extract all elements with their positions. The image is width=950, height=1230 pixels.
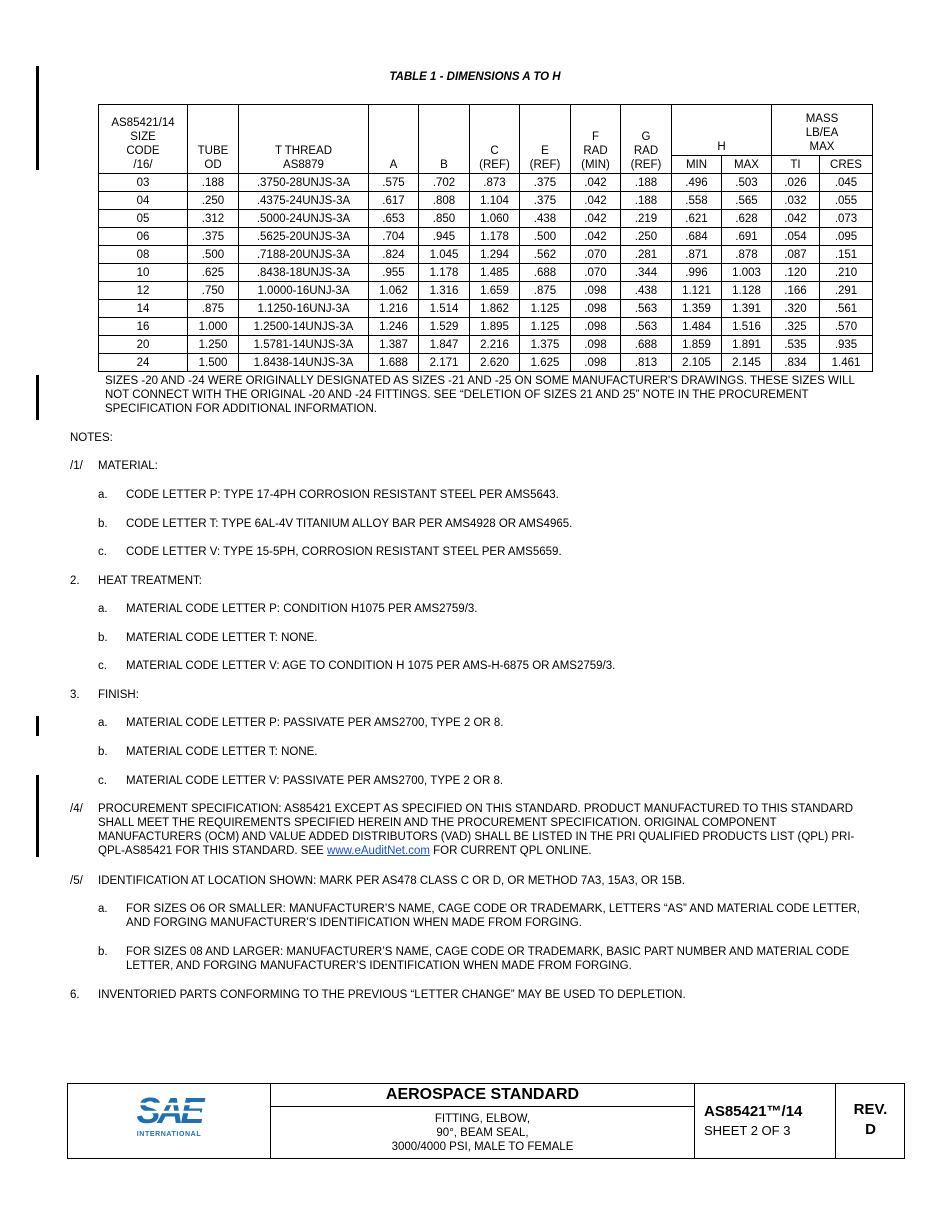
- part-title: FITTING, ELBOW, 90°, BEAM SEAL, 3000/4000 PSI, MALE TO FEMALE: [391, 1113, 574, 1153]
- table-cell: .032: [772, 192, 820, 210]
- table-cell: 1.0000-16UNJ-3A: [239, 282, 369, 300]
- table-cell: .055: [820, 192, 873, 210]
- table-cell: .808: [419, 192, 470, 210]
- eauditnet-link[interactable]: www.eAuditNet.com: [327, 845, 430, 857]
- change-bar: [36, 716, 39, 736]
- table-cell: .438: [621, 282, 672, 300]
- table-cell: 1.461: [820, 354, 873, 372]
- table-cell: 1.125: [520, 300, 571, 318]
- table-cell: 1.359: [672, 300, 722, 318]
- table-cell: 1.128: [722, 282, 772, 300]
- header-g: G RAD (REF): [621, 105, 672, 174]
- table-cell: 1.862: [470, 300, 520, 318]
- table-cell: .575: [369, 174, 419, 192]
- table-cell: .935: [820, 336, 873, 354]
- table-cell: 1.062: [369, 282, 419, 300]
- table-cell: 1.891: [722, 336, 772, 354]
- table-cell: 1.2500-14UNJS-3A: [239, 318, 369, 336]
- table-row: [99, 210, 873, 228]
- table-cell: .188: [621, 192, 672, 210]
- table-cell: .565: [722, 192, 772, 210]
- table-cell: 1.688: [369, 354, 419, 372]
- table-cell: .073: [820, 210, 873, 228]
- header-tube-od: TUBE OD: [188, 105, 239, 174]
- table-cell: .312: [188, 210, 239, 228]
- sae-logo: [68, 1084, 271, 1158]
- table-cell: .824: [369, 246, 419, 264]
- table-cell: .375: [520, 192, 571, 210]
- table-cell: .188: [188, 174, 239, 192]
- table-cell: .850: [419, 210, 470, 228]
- title-block: [67, 1083, 905, 1159]
- table-cell: 1.000: [188, 318, 239, 336]
- table-cell: .621: [672, 210, 722, 228]
- table-cell: 1.847: [419, 336, 470, 354]
- table-cell: .688: [520, 264, 571, 282]
- table-cell: 1.294: [470, 246, 520, 264]
- table-cell: .281: [621, 246, 672, 264]
- table-row: [99, 264, 873, 282]
- table-cell: 1.387: [369, 336, 419, 354]
- table-cell: .291: [820, 282, 873, 300]
- table-cell: .098: [571, 354, 621, 372]
- table-cell: 1.060: [470, 210, 520, 228]
- table-cell: .625: [188, 264, 239, 282]
- table-cell: 1.514: [419, 300, 470, 318]
- header-size-code: AS85421/14 SIZE CODE /16/: [99, 105, 188, 174]
- table-cell: .166: [772, 282, 820, 300]
- table-cell: .325: [772, 318, 820, 336]
- header-h-max: MAX: [722, 156, 772, 174]
- table-cell: .558: [672, 192, 722, 210]
- table-cell: 2.145: [722, 354, 772, 372]
- table-row: [99, 228, 873, 246]
- table-cell: 1.003: [722, 264, 772, 282]
- table-cell: 1.5781-14UNJS-3A: [239, 336, 369, 354]
- table-cell: 1.375: [520, 336, 571, 354]
- table-cell: .026: [772, 174, 820, 192]
- table-cell: .563: [621, 300, 672, 318]
- table-cell: 1.178: [419, 264, 470, 282]
- table-cell: .702: [419, 174, 470, 192]
- logo-sub-text: INTERNATIONAL: [136, 1131, 202, 1138]
- table-cell: .098: [571, 318, 621, 336]
- table-cell: .188: [621, 174, 672, 192]
- doc-number-cell: [695, 1084, 836, 1158]
- table-cell: 03: [99, 174, 188, 192]
- table-cell: .8438-18UNJS-3A: [239, 264, 369, 282]
- logo-main-text: SAE: [136, 1090, 202, 1131]
- doc-number: AS85421™/14: [704, 1103, 803, 1120]
- table-cell: .042: [571, 210, 621, 228]
- table-cell: 24: [99, 354, 188, 372]
- sheet-number: SHEET 2 OF 3: [704, 1123, 791, 1138]
- table-cell: .250: [621, 228, 672, 246]
- table-cell: .750: [188, 282, 239, 300]
- table-cell: .098: [571, 336, 621, 354]
- table-cell: .561: [820, 300, 873, 318]
- table-cell: .704: [369, 228, 419, 246]
- table-cell: .570: [820, 318, 873, 336]
- table-cell: 1.484: [672, 318, 722, 336]
- table-cell: 2.216: [470, 336, 520, 354]
- table-row: [99, 336, 873, 354]
- table-row: [99, 354, 873, 372]
- table-cell: 1.045: [419, 246, 470, 264]
- sae-logo-mark: [68, 1084, 271, 1160]
- table-cell: .945: [419, 228, 470, 246]
- table-cell: .095: [820, 228, 873, 246]
- table-cell: .438: [520, 210, 571, 228]
- table-cell: .219: [621, 210, 672, 228]
- table-cell: .5000-24UNJS-3A: [239, 210, 369, 228]
- table-cell: .120: [772, 264, 820, 282]
- table-note: SIZES -20 AND -24 WERE ORIGINALLY DESIGNATED AS SIZES -21 AND -25 ON SOME MANUFACTURER'S DRAWINGS. THESE SIZES WILL NOT CONNECT WITH THE ORIGINAL -20 AND -24 FITTINGS. SEE “DELETION OF SIZES 21 AND 25” NOTE IN THE PROCUREMENT SPECIFICATION FOR ADDITIONAL INFORMATION.: [105, 375, 855, 415]
- table-cell: .250: [188, 192, 239, 210]
- table-cell: 1.246: [369, 318, 419, 336]
- table-cell: .042: [772, 210, 820, 228]
- table-cell: .813: [621, 354, 672, 372]
- rev-value: D: [865, 1121, 876, 1138]
- table-cell: .4375-24UNJS-3A: [239, 192, 369, 210]
- table-cell: .3750-28UNJS-3A: [239, 174, 369, 192]
- table-cell: .875: [520, 282, 571, 300]
- table-cell: .070: [571, 264, 621, 282]
- table-cell: .098: [571, 282, 621, 300]
- table-cell: .496: [672, 174, 722, 192]
- table-cell: 1.485: [470, 264, 520, 282]
- table-cell: 1.121: [672, 282, 722, 300]
- table-cell: .955: [369, 264, 419, 282]
- table-cell: .098: [571, 300, 621, 318]
- title-cell: [271, 1084, 695, 1158]
- table-cell: 2.620: [470, 354, 520, 372]
- table-cell: 1.250: [188, 336, 239, 354]
- table-cell: 20: [99, 336, 188, 354]
- table-cell: 10: [99, 264, 188, 282]
- header-f: F RAD (MIN): [571, 105, 621, 174]
- table-cell: 14: [99, 300, 188, 318]
- table-row: [99, 318, 873, 336]
- header-t-thread: T THREAD AS8879: [239, 105, 369, 174]
- table-cell: .535: [772, 336, 820, 354]
- table-cell: 1.500: [188, 354, 239, 372]
- table-cell: .688: [621, 336, 672, 354]
- table-cell: 08: [99, 246, 188, 264]
- table-row: [99, 192, 873, 210]
- header-mass-cres: CRES: [820, 156, 873, 174]
- header-b: B: [419, 105, 470, 174]
- table-cell: .320: [772, 300, 820, 318]
- header-e: E (REF): [520, 105, 571, 174]
- table-cell: .042: [571, 174, 621, 192]
- table-cell: .344: [621, 264, 672, 282]
- table-cell: .875: [188, 300, 239, 318]
- change-bar: [36, 775, 39, 857]
- table-cell: 1.1250-16UNJ-3A: [239, 300, 369, 318]
- table-cell: 1.895: [470, 318, 520, 336]
- standard-heading: AEROSPACE STANDARD: [271, 1084, 694, 1107]
- table-cell: 2.171: [419, 354, 470, 372]
- header-mass-ti: TI: [772, 156, 820, 174]
- table-cell: .834: [772, 354, 820, 372]
- table-cell: 1.216: [369, 300, 419, 318]
- change-bar: [36, 375, 39, 420]
- table-row: [99, 282, 873, 300]
- table-cell: .070: [571, 246, 621, 264]
- table-cell: .054: [772, 228, 820, 246]
- table-cell: .151: [820, 246, 873, 264]
- table-cell: .375: [188, 228, 239, 246]
- dimensions-table: [98, 104, 873, 372]
- table-cell: 1.316: [419, 282, 470, 300]
- table-cell: 2.105: [672, 354, 722, 372]
- table-cell: .042: [571, 192, 621, 210]
- table-cell: .878: [722, 246, 772, 264]
- header-c: C (REF): [470, 105, 520, 174]
- table-cell: .087: [772, 246, 820, 264]
- table-cell: 16: [99, 318, 188, 336]
- table-cell: .503: [722, 174, 772, 192]
- table-cell: 1.8438-14UNJS-3A: [239, 354, 369, 372]
- table-cell: 1.859: [672, 336, 722, 354]
- table-cell: .5625-20UNJS-3A: [239, 228, 369, 246]
- table-cell: 04: [99, 192, 188, 210]
- table-row: [99, 300, 873, 318]
- table-cell: 1.178: [470, 228, 520, 246]
- table-cell: 06: [99, 228, 188, 246]
- table-cell: .563: [621, 318, 672, 336]
- table-cell: 1.391: [722, 300, 772, 318]
- table-cell: .684: [672, 228, 722, 246]
- table-cell: .500: [520, 228, 571, 246]
- table-cell: .873: [470, 174, 520, 192]
- revision-cell: [836, 1084, 905, 1158]
- table-cell: .375: [520, 174, 571, 192]
- table-cell: .562: [520, 246, 571, 264]
- rev-label: REV.: [853, 1101, 888, 1118]
- table-cell: 1.516: [722, 318, 772, 336]
- table-row: [99, 174, 873, 192]
- table-row: [99, 246, 873, 264]
- table-cell: 1.529: [419, 318, 470, 336]
- table-cell: 1.125: [520, 318, 571, 336]
- header-a: A: [369, 105, 419, 174]
- table-caption: TABLE 1 - DIMENSIONS A TO H: [389, 71, 561, 83]
- header-mass: MASS LB/EA MAX: [772, 105, 873, 156]
- table-cell: 1.625: [520, 354, 571, 372]
- table-cell: .871: [672, 246, 722, 264]
- table-cell: 05: [99, 210, 188, 228]
- table-cell: .7188-20UNJS-3A: [239, 246, 369, 264]
- table-cell: .691: [722, 228, 772, 246]
- table-cell: .628: [722, 210, 772, 228]
- header-h: H: [672, 105, 772, 156]
- header-h-min: MIN: [672, 156, 722, 174]
- table-cell: 1.104: [470, 192, 520, 210]
- table-cell: .042: [571, 228, 621, 246]
- table-cell: .996: [672, 264, 722, 282]
- table-cell: .500: [188, 246, 239, 264]
- table-cell: 1.659: [470, 282, 520, 300]
- table-cell: .045: [820, 174, 873, 192]
- table-cell: .617: [369, 192, 419, 210]
- table-cell: .210: [820, 264, 873, 282]
- table-cell: .653: [369, 210, 419, 228]
- table-cell: 12: [99, 282, 188, 300]
